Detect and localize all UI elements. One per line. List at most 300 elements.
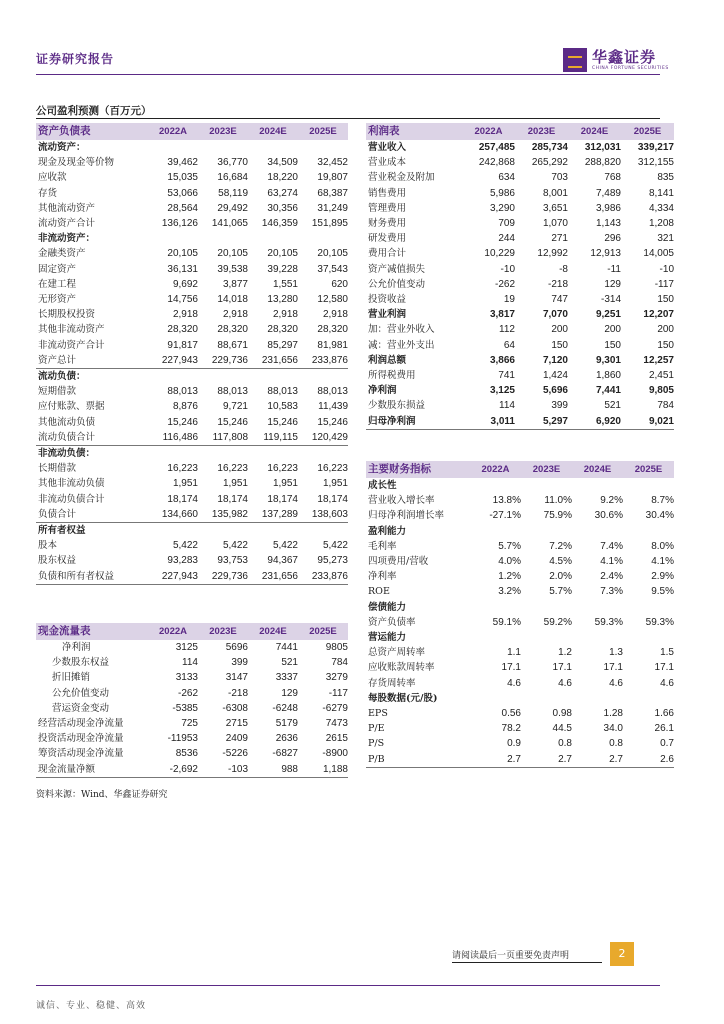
company-logo [563,46,673,76]
row-label: 折旧摊销 [52,672,91,684]
row-value: 29,492 [217,202,248,214]
row-value: 784 [657,400,674,412]
row-value: 4.6 [507,677,521,689]
row-value: 9,021 [621,414,674,430]
table-row [36,246,348,261]
row-value [298,231,348,246]
row-value: 119,115 [248,430,298,446]
table-row [366,155,674,170]
row-label: 长期借款 [38,463,77,475]
table-row [366,338,674,353]
row-value: 9,251 [595,309,621,321]
row-value: 288,820 [584,157,621,169]
row-label: 非流动资产： [38,233,96,245]
row-value: 8,876 [172,401,198,413]
row-value: 1,551 [272,278,298,290]
row-value: 988 [248,762,298,778]
row-value: 12,257 [643,354,674,366]
row-value: 58,119 [218,187,248,199]
row-label: 投资收益 [368,294,407,306]
table-row [36,369,348,385]
year-header: 2023E [515,123,568,140]
row-value: 285,734 [531,142,568,153]
table-row [36,492,348,507]
row-label: 公允价值变动 [368,278,426,290]
row-value [248,446,298,462]
row-value: 17.1 [552,662,572,674]
row-value: 64 [503,339,515,351]
table-row [366,645,674,660]
table-row [366,615,674,630]
table-row [366,691,674,706]
row-value: 231,656 [248,569,298,585]
row-value: -117 [654,278,674,290]
row-label: 其他流动负债 [38,416,96,428]
row-value: 114 [499,400,515,412]
row-value: 5,986 [489,187,515,199]
row-value: 16,223 [217,463,248,475]
row-label: 其他非流动负债 [38,478,105,490]
row-label: 营运资金变动 [52,702,110,714]
row-value [148,231,198,246]
row-value: -314 [600,294,621,306]
row-label: 其他流动资产 [38,202,96,214]
row-value: -117 [328,687,348,699]
row-label: 归母净利润 [366,414,462,430]
row-label: ROE [368,586,390,598]
row-value: 20,105 [267,248,298,260]
row-value: 1,951 [272,478,298,490]
year-header: 2024E [568,123,621,140]
row-value: 91,817 [167,339,198,351]
row-value: 8.7% [651,495,674,507]
row-value: 2,918 [172,309,198,321]
row-value: 4.5% [549,556,572,568]
row-label: 流动负债合计 [36,430,148,446]
row-value [623,524,674,539]
row-value: 4.0% [498,556,521,568]
row-value: 231,656 [248,353,298,369]
table-row [366,524,674,539]
table-row [36,399,348,414]
row-value: 229,736 [198,353,248,369]
key-indicators-table [366,461,674,768]
row-value: 703 [551,172,568,184]
table-title: 主要财务指标 [366,461,470,478]
table-row [36,155,348,170]
row-value: 242,868 [478,157,515,169]
row-value: 112 [499,324,515,336]
row-value: 13.8% [492,495,521,507]
row-value: 20,105 [317,248,348,260]
row-value: 7473 [325,718,348,730]
row-value: 136,126 [161,218,198,230]
table-row [36,384,348,399]
row-value: 3,986 [595,202,621,214]
row-value: 257,485 [478,142,515,153]
row-value: 32,452 [317,157,348,169]
row-value: 88,013 [317,386,348,398]
row-value: 59.3% [645,616,674,628]
row-value: 5,422 [322,540,348,552]
row-value [572,600,623,615]
row-label: 负债和所有者权益 [36,569,148,585]
table-row [36,476,348,491]
row-value: -5385 [172,702,198,714]
table-row [36,292,348,307]
row-value: 68,387 [317,187,348,199]
row-value [248,523,298,539]
row-value: 0.9 [507,738,521,750]
row-label: P/S [368,738,385,750]
row-value [298,369,348,385]
table-title: 利润表 [366,123,462,140]
heading-divider [36,118,660,119]
year-header: 2025E [298,623,348,640]
row-value: 8536 [175,748,198,760]
row-value: 1.28 [603,708,623,720]
row-value: 17.1 [603,662,623,674]
row-value: 2,918 [222,309,248,321]
row-label: 研发费用 [368,233,407,245]
row-value: 2.7 [572,752,623,768]
table-row [366,353,674,368]
table-row [36,523,348,539]
row-value: 12,207 [643,309,674,321]
row-value [521,691,572,706]
row-value: 14,005 [643,248,674,260]
table-row [366,736,674,751]
row-value: 30.4% [645,510,674,522]
row-value: -6827 [272,748,298,760]
row-value: 134,660 [148,507,198,523]
row-value [470,524,521,539]
row-value: -6308 [222,702,248,714]
row-value: 244 [498,233,515,245]
year-header: 2023E [521,461,572,478]
row-value: 521 [604,400,621,412]
row-value: 18,174 [267,493,298,505]
page-number: 2 [610,942,634,966]
table-row [366,383,674,398]
table-row [366,307,674,322]
row-label: 归母净利润增长率 [368,510,445,522]
row-value: 7,120 [542,354,568,366]
row-value: 18,220 [267,172,298,184]
table-row [366,676,674,691]
table-row [36,338,348,353]
row-value [198,369,248,385]
table-row [36,186,348,201]
row-value: 2,918 [272,309,298,321]
row-value: 296 [604,233,621,245]
row-value: 6,920 [568,414,621,430]
row-value: 0.7 [660,738,674,750]
row-value: 39,538 [217,263,248,275]
row-value: 2715 [225,718,248,730]
row-value: 725 [181,718,198,730]
table-row [366,216,674,231]
row-value: -262 [494,278,515,290]
row-value [198,231,248,246]
table-row [366,493,674,508]
row-value: -218 [547,278,568,290]
row-value: 5,696 [542,385,568,397]
row-value: 13,280 [267,294,298,306]
row-value [148,446,198,462]
row-label: 流动资产： [38,142,86,153]
row-value: 88,013 [267,386,298,398]
row-value: 7.3% [600,586,623,598]
row-value: 75.9% [543,510,572,522]
table-row [36,655,348,670]
row-value: -262 [177,687,198,699]
row-value [298,523,348,539]
row-value: 150 [657,339,674,351]
row-value: 19 [503,294,515,306]
row-value: 1,951 [172,478,198,490]
table-header-row [366,461,674,478]
row-value: 4.6 [660,677,674,689]
row-value: 5.7% [549,586,572,598]
table-row [366,201,674,216]
row-value: 0.56 [501,708,521,720]
row-value: -2,692 [148,762,198,778]
table-row [366,246,674,261]
row-value: 30,356 [267,202,298,214]
row-value: 2.7 [521,752,572,768]
table-header-row [36,123,348,140]
table-row [366,630,674,645]
row-label: 营业利润 [368,309,407,321]
row-value: 2.6 [623,752,674,768]
row-value: 114 [182,657,198,669]
row-value: 16,223 [267,463,298,475]
table-row [36,746,348,761]
row-value: 5,297 [515,414,568,430]
row-label: 非流动负债合计 [38,493,105,505]
row-value: 9805 [325,642,348,653]
row-value [470,600,521,615]
table-header-row [366,123,674,140]
row-value [148,140,198,155]
row-label: 资产减值损失 [368,263,426,275]
table-row [36,307,348,322]
row-label: 流动资产合计 [38,218,96,230]
row-label: 非流动资产合计 [38,339,105,351]
row-value: -11953 [167,733,198,745]
table-row [366,231,674,246]
row-value: 2,918 [322,309,348,321]
row-value [572,630,623,645]
row-value: -6248 [272,702,298,714]
table-row [36,569,348,585]
year-header: 2025E [298,123,348,140]
row-value: 768 [604,172,621,184]
table-row [366,721,674,736]
row-label: 公允价值变动 [52,687,110,699]
row-value: 31,249 [317,202,348,214]
row-value: 28,320 [267,324,298,336]
table-row [36,461,348,476]
row-value: 88,013 [217,386,248,398]
row-value: 95,273 [317,555,348,567]
row-value [623,478,674,493]
row-value: -103 [198,762,248,778]
row-value: 59.3% [594,616,623,628]
table-row [36,201,348,216]
row-value [198,523,248,539]
table-row [366,322,674,337]
row-label: 少数股东损益 [368,400,426,412]
page-heading: 公司盈利预测（百万元） [36,105,152,117]
cash-flow-table [36,623,348,778]
row-value: 747 [551,294,568,306]
row-value: 53,066 [167,187,198,199]
table-row [36,731,348,746]
row-value: 11,439 [318,401,348,413]
report-type: 证券研究报告 [36,52,115,66]
row-label: 盈利能力 [368,525,407,537]
row-value: -5226 [222,748,248,760]
table-row [36,322,348,337]
row-value: 36,131 [167,263,198,275]
table-row [36,430,348,446]
row-value: 150 [551,339,568,351]
row-value [623,630,674,645]
row-value: 7.2% [549,540,572,552]
table-row [36,670,348,685]
row-label: 费用合计 [368,248,407,260]
row-value: 135,982 [198,507,248,523]
row-value: 227,943 [148,569,198,585]
row-value: 233,876 [298,569,348,585]
row-label: 存货周转率 [368,677,416,689]
row-value: 7,489 [595,187,621,199]
row-label: 成长性 [368,480,397,491]
row-value: 150 [657,294,674,306]
row-value: 3279 [325,672,348,684]
row-value: 2.7 [470,752,521,768]
table-row [366,478,674,493]
row-value: 1,860 [595,370,621,382]
row-value: 17.1 [654,662,674,674]
row-value [521,630,572,645]
row-value: -11 [607,263,621,275]
row-label: 非流动负债： [38,448,96,460]
table-row [366,706,674,721]
row-value: 28,320 [217,324,248,336]
row-value: 26.1 [654,723,674,735]
row-label: 四项费用/营收 [368,556,429,568]
row-value: 1.2% [498,571,521,583]
row-label: 管理费用 [368,202,407,214]
row-value: 200 [657,324,674,336]
row-value: 271 [551,233,568,245]
table-row [366,600,674,615]
row-label: 财务费用 [368,218,407,230]
row-value: 1,424 [542,370,568,382]
row-label: 负债合计 [36,507,148,523]
row-value: 15,035 [167,172,198,184]
year-header: 2024E [572,461,623,478]
row-value: 19,807 [317,172,348,184]
footer-divider [452,962,602,963]
row-label: 所有者权益 [38,525,86,537]
row-value: 2409 [225,733,248,745]
year-header: 2022A [462,123,515,140]
row-value: 835 [657,172,674,184]
table-row [36,170,348,185]
logo-subtext: CHINA FORTUNE SECURITIES [592,66,669,71]
row-value: 34.0 [603,723,623,735]
row-label: 利润总额 [368,354,407,366]
disclaimer-note: 请阅读最后一页重要免责声明 [452,951,570,961]
table-row [36,553,348,568]
row-value: 88,013 [167,386,198,398]
logo-text: 华鑫证券 [592,48,657,66]
row-label: 无形资产 [38,294,77,306]
row-label: 现金及现金等价物 [38,157,115,169]
row-label: 资产负债率 [368,616,416,628]
row-label: P/E [368,723,385,735]
row-value: 3,817 [489,309,515,321]
row-value: 129 [604,278,621,290]
table-row [366,660,674,675]
row-value: 1,208 [648,218,674,230]
logo-mark-icon [563,48,587,72]
row-label: 固定资产 [38,263,77,275]
row-value: 1.2 [558,647,572,659]
year-header: 2023E [198,123,248,140]
row-value: 30.6% [594,510,623,522]
row-value [521,478,572,493]
table-row [36,538,348,553]
row-label: 在建工程 [38,278,77,290]
row-value: 339,217 [637,142,674,153]
row-label: 投资活动现金净流量 [38,733,124,745]
row-value: 59.1% [492,616,521,628]
row-value: 399 [551,400,568,412]
table-row [366,539,674,554]
row-value: 3,877 [222,278,248,290]
row-label: 总资产周转率 [368,647,426,659]
row-value [248,231,298,246]
row-value [572,478,623,493]
row-value: 0.8 [609,738,623,750]
row-label: 应收款 [38,172,67,184]
balance-sheet-table [36,123,348,585]
row-value: 78.2 [501,723,521,735]
row-value: 7,070 [542,309,568,321]
row-value: -218 [227,687,248,699]
row-value: 2.9% [651,571,674,583]
row-value: 37,543 [317,263,348,275]
row-label: 偿债能力 [368,601,407,613]
row-value: 399 [231,657,248,669]
row-value: 2636 [275,733,298,745]
row-value [298,140,348,155]
row-label: 其他非流动资产 [38,324,105,336]
year-header: 2022A [470,461,521,478]
row-value: 5,422 [172,540,198,552]
year-header: 2023E [198,623,248,640]
table-row [36,231,348,246]
row-value: 146,359 [261,218,298,230]
row-value: 8,141 [648,187,674,199]
row-value: 321 [657,233,674,245]
row-value: 4.1% [600,556,623,568]
